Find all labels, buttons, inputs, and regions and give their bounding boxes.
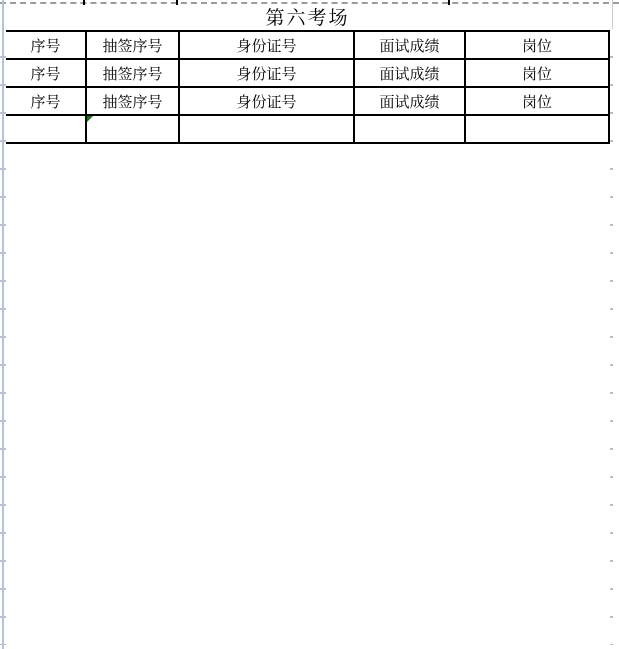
text-format-flag-icon [87,116,93,122]
column-header[interactable]: 身份证号 [179,59,354,87]
index-cell[interactable] [6,115,86,143]
column-header[interactable]: 抽签序号 [86,87,179,115]
header-row [6,87,609,115]
column-header[interactable]: 序号 [6,59,86,87]
page-title[interactable]: 第六考场 [6,3,609,31]
column-header[interactable]: 抽签序号 [86,59,179,87]
column-header[interactable]: 岗位 [465,31,609,59]
exam-results-table [6,3,610,144]
position-cell[interactable] [465,115,609,143]
score-cell[interactable] [354,115,465,143]
sheet-gridline-stubs [610,30,613,645]
column-header[interactable]: 序号 [6,87,86,115]
lottery-number-cell[interactable] [86,115,179,143]
id-number-cell[interactable] [179,115,354,143]
title-row [6,3,609,31]
column-header[interactable]: 身份证号 [179,87,354,115]
table-row-partial [6,115,609,143]
column-header[interactable]: 面试成绩 [354,59,465,87]
header-row [6,31,609,59]
header-row [6,59,609,87]
column-header[interactable]: 抽签序号 [86,31,179,59]
column-header[interactable]: 面试成绩 [354,87,465,115]
column-header[interactable]: 岗位 [465,87,609,115]
column-header[interactable]: 序号 [6,31,86,59]
column-header[interactable]: 岗位 [465,59,609,87]
exam-results-table-body [6,3,609,143]
sheet-gridline-vertical [612,0,613,29]
column-header[interactable]: 面试成绩 [354,31,465,59]
column-header[interactable]: 身份证号 [179,31,354,59]
